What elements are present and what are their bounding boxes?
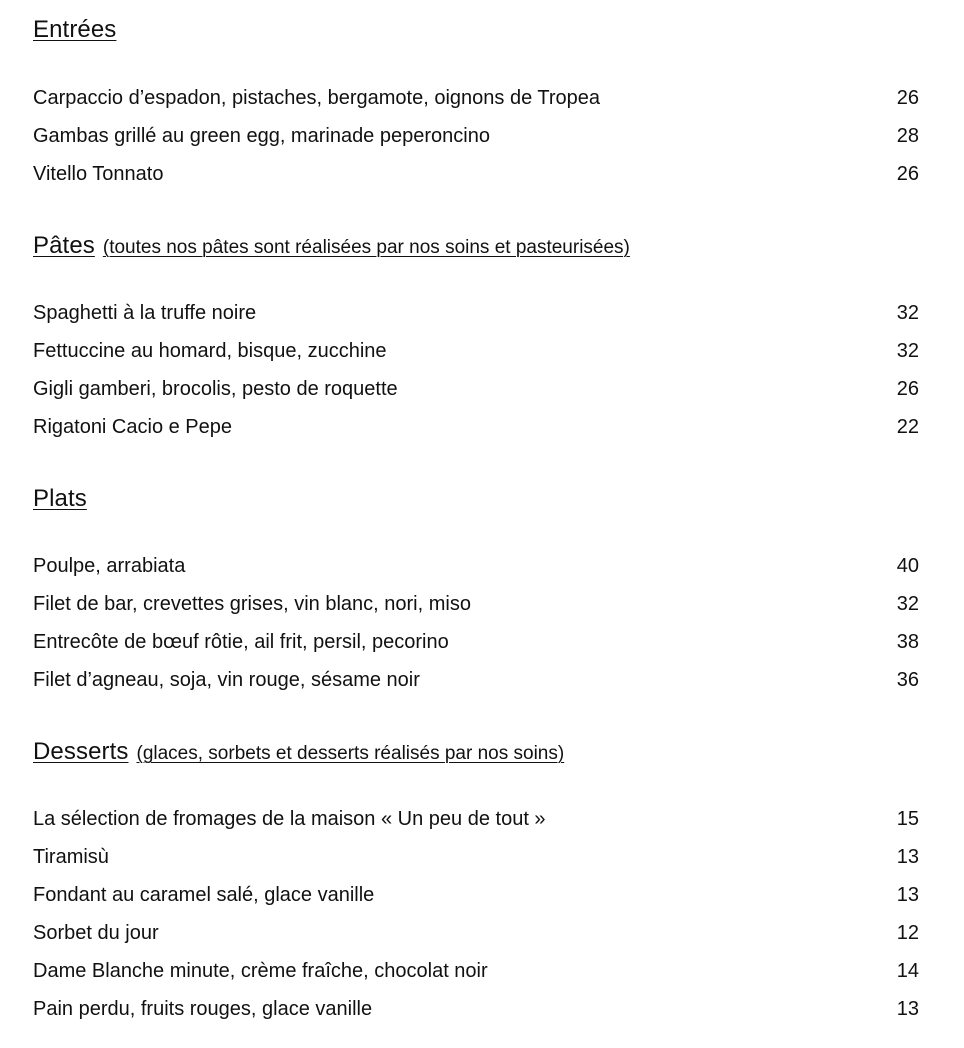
item-name: Dame Blanche minute, crème fraîche, chocolat noir [33, 960, 488, 982]
item-price: 26 [896, 378, 919, 400]
menu-item [33, 807, 919, 845]
item-name: Carpaccio d’espadon, pistaches, bergamote, oignons de Tropea [33, 87, 601, 109]
menu-item [33, 592, 919, 630]
item-name: Poulpe, arrabiata [33, 555, 186, 577]
menu-item [33, 377, 919, 415]
item-price: 32 [896, 340, 919, 362]
item-price: 22 [896, 416, 919, 438]
item-name: Fettuccine au homard, bisque, zucchine [33, 340, 387, 362]
section-name: Desserts [33, 738, 129, 765]
item-name: Filet d’agneau, soja, vin rouge, sésame noir [33, 669, 420, 691]
menu-item [33, 997, 919, 1035]
menu-item [33, 921, 919, 959]
item-price: 26 [896, 87, 919, 109]
menu-item [33, 668, 919, 706]
item-price: 32 [896, 593, 919, 615]
item-price: 40 [896, 555, 919, 577]
item-name: Filet de bar, crevettes grises, vin blanc, nori, miso [33, 593, 471, 615]
item-price: 13 [896, 846, 919, 868]
section-name: Entrées [33, 16, 117, 43]
menu-item [33, 86, 919, 124]
section-note: (glaces, sorbets et desserts réalisés par nos soins) [136, 743, 565, 764]
menu-item [33, 415, 919, 453]
item-name: Rigatoni Cacio e Pepe [33, 416, 233, 438]
item-name: Spaghetti à la truffe noire [33, 302, 257, 324]
menu-item [33, 959, 919, 997]
section-title [33, 485, 87, 513]
item-price: 32 [896, 302, 919, 324]
item-price: 13 [896, 884, 919, 906]
menu-item [33, 124, 919, 162]
item-name: Pain perdu, fruits rouges, glace vanille [33, 998, 373, 1020]
menu-item [33, 301, 919, 339]
section-note: (toutes nos pâtes sont réalisées par nos soins et pasteurisées) [102, 237, 630, 258]
menu-item [33, 630, 919, 668]
item-name: Gambas grillé au green egg, marinade peperoncino [33, 125, 490, 147]
section-title [33, 738, 564, 766]
item-price: 12 [896, 922, 919, 944]
item-list [33, 301, 919, 453]
item-price: 13 [896, 998, 919, 1020]
item-price: 14 [896, 960, 919, 982]
section-title [33, 232, 630, 260]
menu-item [33, 845, 919, 883]
section-name: Plats [33, 485, 87, 512]
section-title [33, 16, 116, 44]
item-name: Fondant au caramel salé, glace vanille [33, 884, 375, 906]
item-list [33, 807, 919, 1035]
item-name: Tiramisù [33, 846, 109, 868]
item-price: 28 [896, 125, 919, 147]
item-price: 38 [896, 631, 919, 653]
item-name: La sélection de fromages de la maison « Un peu de tout » [33, 808, 546, 830]
item-price: 15 [896, 808, 919, 830]
section-name: Pâtes [33, 232, 95, 259]
item-price: 26 [896, 163, 919, 185]
item-name: Vitello Tonnato [33, 163, 164, 185]
item-list [33, 86, 919, 200]
item-list [33, 554, 919, 706]
menu-item [33, 162, 919, 200]
item-price: 36 [896, 669, 919, 691]
item-name: Sorbet du jour [33, 922, 159, 944]
menu-item [33, 339, 919, 377]
menu-item [33, 883, 919, 921]
item-name: Entrecôte de bœuf rôtie, ail frit, persil, pecorino [33, 631, 449, 653]
item-name: Gigli gamberi, brocolis, pesto de roquette [33, 378, 398, 400]
menu-item [33, 554, 919, 592]
